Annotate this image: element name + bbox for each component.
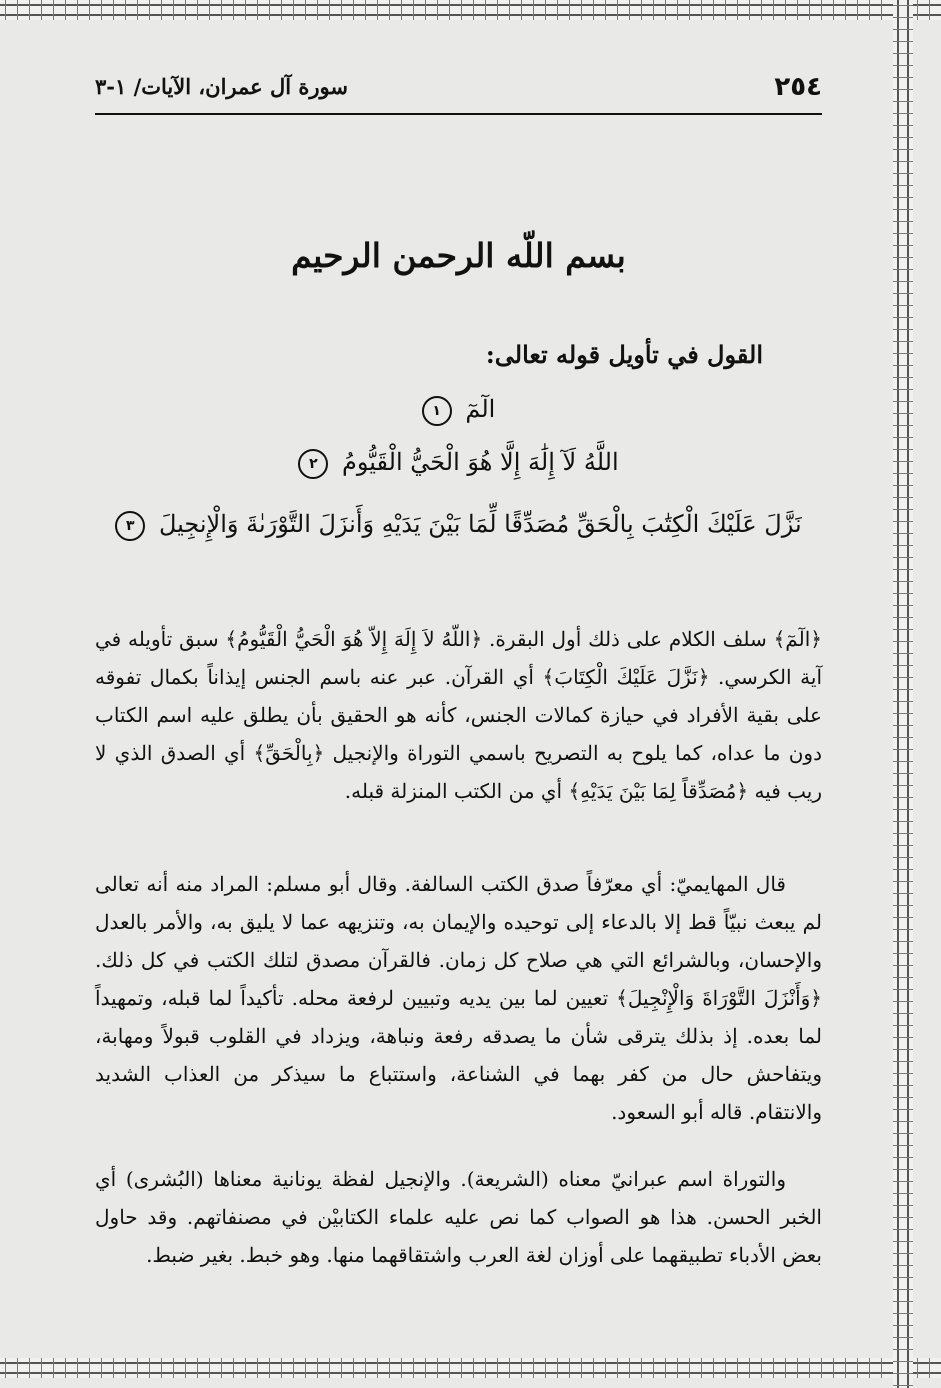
verse-text: نَزَّلَ عَلَيْكَ الْكِتَٰبَ بِالْحَقِّ مُصَدِّقًا لِّمَا بَيْنَ يَدَيْهِ وَأَنزَلَ التَّوْرَىٰةَ وَالْإِنجِيلَ bbox=[158, 510, 802, 538]
decorative-border-bottom bbox=[0, 1358, 941, 1378]
commentary-paragraph: قال المهايميّ: أي معرّفاً صدق الكتب السالفة. وقال أبو مسلم: المراد منه أنه تعالى لم يبعث نبيّاً قط إلا بالدعاء إلى توحيده والإيمان به، وتنزيهه عما لا يليق به، والأمر بالعدل والإحسان، وبالشرائع التي هي صلاح كل زمان. فالقرآن مصدق لتلك الكتب في كل ذلك. ﴿وَأَنْزَلَ التَّوْرَاةَ وَالْإِنْجِيلَ﴾ تعيين لما بين يديه وتبيين لرفعة محله. تأكيداً لما قبله، وتمهيداً لما بعده. إذ بذلك يترقى شأن ما يصدقه رفعة ونباهة، ويزداد في القلوب قبولاً ومهابة، ويتفاحش حال من كفر بهما في الشناعة، واستتباع ما سيذكر من العذاب الشديد والانتقام. قاله أبو السعود. bbox=[95, 872, 823, 1124]
verse-text: اللَّهُ لَآ إِلَٰهَ إِلَّا هُوَ الْحَيُّ الْقَيُّومُ bbox=[342, 448, 619, 476]
decorative-border-top bbox=[0, 0, 941, 20]
commentary-paragraph: والتوراة اسم عبرانيّ معناه (الشريعة). والإنجيل لفظة يونانية معناها (البُشرى) أي الخبر الحسن. هذا هو الصواب كما نص عليه علماء الكتابيْن في مصنفاتهم. وقد حاول بعض الأدباء تطبيقهما على أوزان لغة العرب واشتقاقهما منها. وهو خبط. بغير ضبط. bbox=[95, 1167, 822, 1267]
page-number: ٢٥٤ bbox=[774, 72, 822, 102]
ayah-number-marker: ٢ bbox=[298, 449, 328, 479]
commentary-paragraph: ﴿الٓمٓ﴾ سلف الكلام على ذلك أول البقرة. ﴿اللّهُ لاَ إِلَهَ إِلاّ هُوَ الْحَيُّ الْقَيُّومُ﴾ سبق تأويله في آية الكرسي. ﴿نَزَّلَ عَلَيْكَ الْكِتَابَ﴾ أي القرآن. عبر عنه باسم الجنس إيذاناً بكمال تفوقه على بقية الأفراد في حيازة كمالات الجنس، كأنه هو الحقيق بأن يطلق عليه اسم الكتاب دون ما عداه، كما يلوح به التصريح باسمي التوراة والإنجيل ﴿بِالْحَقِّ﴾ أي الصدق الذي لا ريب فيه ﴿مُصَدِّقاً لِمَا بَيْنَ يَدَيْهِ﴾ أي من الكتب المنزلة قبله. bbox=[95, 627, 822, 803]
verse-2 bbox=[95, 448, 822, 479]
running-title: سورة آل عمران، الآيات/ ١-٣ bbox=[95, 74, 348, 99]
verse-3 bbox=[95, 510, 822, 541]
decorative-border-right bbox=[893, 0, 913, 1388]
page-header bbox=[95, 70, 822, 110]
section-heading: القول في تأويل قوله تعالى: bbox=[485, 340, 763, 369]
ayah-number-marker: ٣ bbox=[115, 511, 145, 541]
verse-text: الٓمٓ bbox=[465, 395, 496, 423]
basmala-heading: بسم اللّه الرحمن الرحيم bbox=[291, 236, 626, 275]
ayah-number-marker: ١ bbox=[422, 396, 452, 426]
header-rule bbox=[95, 113, 822, 115]
verse-1 bbox=[95, 395, 822, 426]
